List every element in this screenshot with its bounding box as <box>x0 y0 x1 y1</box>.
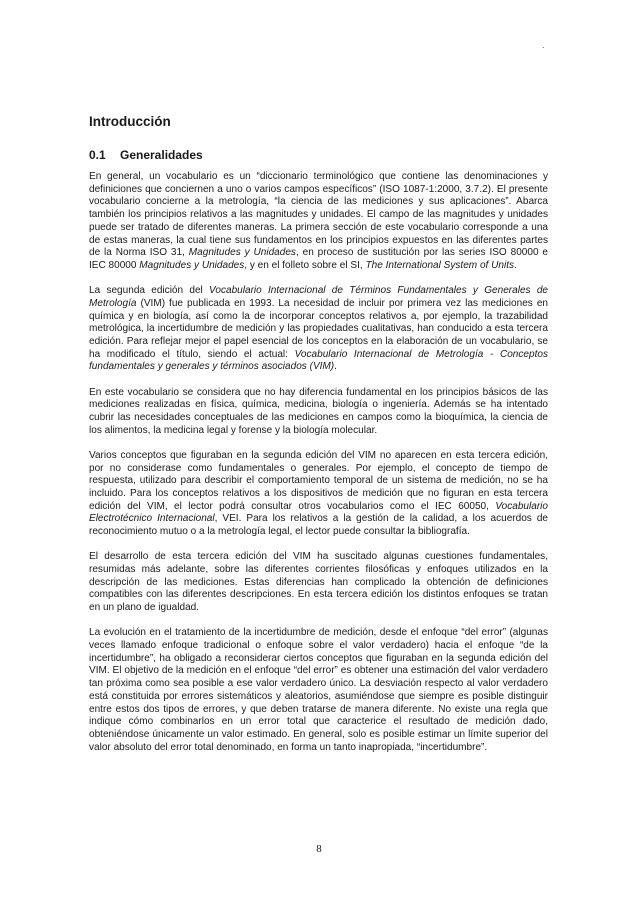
paragraph-1-text-a: En general, un vocabulario es un “diccionario terminológico que contiene las denominaciones y definiciones que conciernen a uno o varios campos específicos” (ISO 1087-1:2000, 3.7.2). El presente vocabulario concierne a la metrología, “la ciencia de las mediciones y sus aplicaciones”. Abarca también los principios relativos a las magnitudes y unidades. El campo de las magnitudes y unidades puede ser tratado de diferentes maneras. La primera sección de este vocabulario corresponde a una de estas maneras, la cual tiene sus fundamentos en los principios expuestos en las diferentes partes de la Norma ISO 31, <box>89 171 548 259</box>
paragraph-3: En este vocabulario se considera que no hay diferencia fundamental en los principios básicos de las mediciones realizadas en física, química, medicina, biología o ingeniería. Además se ha intentado cubrir las necesidades conceptuales de las mediciones en campos como la bioquímica, la ciencia de los alimentos, la medicina legal y forense y la biología molecular. <box>89 386 548 436</box>
paragraph-1 <box>89 171 548 273</box>
paragraph-1-italic-b: Magnitudes y Unidades <box>188 247 296 259</box>
paragraph-2-text-c: (VIM) fue publicada en 1993. La necesidad de incluir por primera vez las mediciones en química y en biología, así como la de incorporar conceptos relativos a, por ejemplo, la trazabilidad metrológica, la incertidumbre de medición y las propiedades cualitativas, han conducido a esta tercera edición. Para reflejar mejor el papel esencial de los conceptos en la elaboración de un vocabulario, se ha modificado el título, siendo el actual: <box>89 297 548 360</box>
paragraph-1-text-e: , y en el folleto sobre el SI, <box>244 259 366 271</box>
paragraph-4 <box>89 450 548 539</box>
paragraph-1-italic-d: Magnitudes y Unidades <box>139 259 245 271</box>
paragraph-4-text-a: Varios conceptos que figuraban en la segunda edición del VIM no aparecen en esta tercera edición, por no considerase como fundamentales o generales. Por ejemplo, el concepto de tiempo de respuesta, utilizado para describir el comportamiento temporal de un sistema de medición, no se ha incluido. Para los conceptos relativos a los dispositivos de medición que no figuran en esta tercera edición del VIM, el lector podrá consultar otros vocabularios como el IEC 60050, <box>89 449 548 512</box>
paragraph-1-text-g: . <box>514 259 517 271</box>
paragraph-2-italic-b: Vocabulario Internacional de Términos Fundamentales y Generales de Metrología <box>89 285 548 309</box>
paragraph-2-text-a: La segunda edición del <box>89 285 210 297</box>
paragraph-6: La evolución en el tratamiento de la incertidumbre de medición, desde el enfoque “del error” (algunas veces llamado enfoque tradicional o enfoque sobre el valor verdadero) hacia el enfoque “de la incertidumbre”, ha obligado a reconsiderar ciertos conceptos que figuraban en la segunda edición del VIM. El objetivo de la medición en el enfoque “del error” es obtener una estimación del valor verdadero tan próxima como sea posible a ese valor verdadero único. La desviación respecto al valor verdadero está constituida por errores sistemáticos y aleatorios, asumiéndose que siempre es posible distinguir entre estos dos tipos de errores, y que deben tratarse de manera diferente. No existe una regla que indique cómo combinarlos en un error total que caracterice el resultado de medición dado, obteniéndose únicamente un valor estimado. En general, solo es posible estimar un límite superior del valor absoluto del error total denominado, en forma un tanto inapropiada, “incertidumbre”. <box>89 627 548 753</box>
paragraph-2-italic-d: Vocabulario Internacional de Metrología - Conceptos fundamentales y generales y términos asociados (VIM) <box>89 348 548 373</box>
paragraph-2-text-e: . <box>334 361 337 373</box>
page-number: 8 <box>316 843 322 855</box>
paragraph-5: El desarrollo de esta tercera edición del VIM ha suscitado algunas cuestiones fundamentales, resumidas más adelante, sobre las diferentes corrientes filosóficas y enfoques utilizados en la descripción de las mediciones. Estas diferencias han complicado la obtención de definiciones compatibles con las diferentes descripciones. En esta tercera edición los distintos enfoques se tratan en un plano de igualdad. <box>89 551 548 614</box>
section-title: Generalidades <box>120 148 203 162</box>
paragraph-1-text-c: , en proceso de sustitución por las series ISO 80000 e IEC 80000 <box>89 247 549 271</box>
paragraph-1-italic-f: The International System of Units <box>365 259 515 271</box>
section-number: 0.1 <box>89 148 106 162</box>
page-content <box>89 114 548 767</box>
paragraph-4-italic-b: Vocabulario Electrotécnico Internacional <box>89 500 548 525</box>
chapter-title: Introducción <box>89 114 171 129</box>
paragraph-2 <box>89 285 548 374</box>
paragraph-4-text-c: , VEI. Para los relativos a la gestión de la calidad, a los acuerdos de reconocimiento mutuo o a la metrología legal, el lector puede consultar la bibliografía. <box>89 513 548 538</box>
section-heading <box>89 148 548 163</box>
corner-mark: . <box>542 40 545 50</box>
